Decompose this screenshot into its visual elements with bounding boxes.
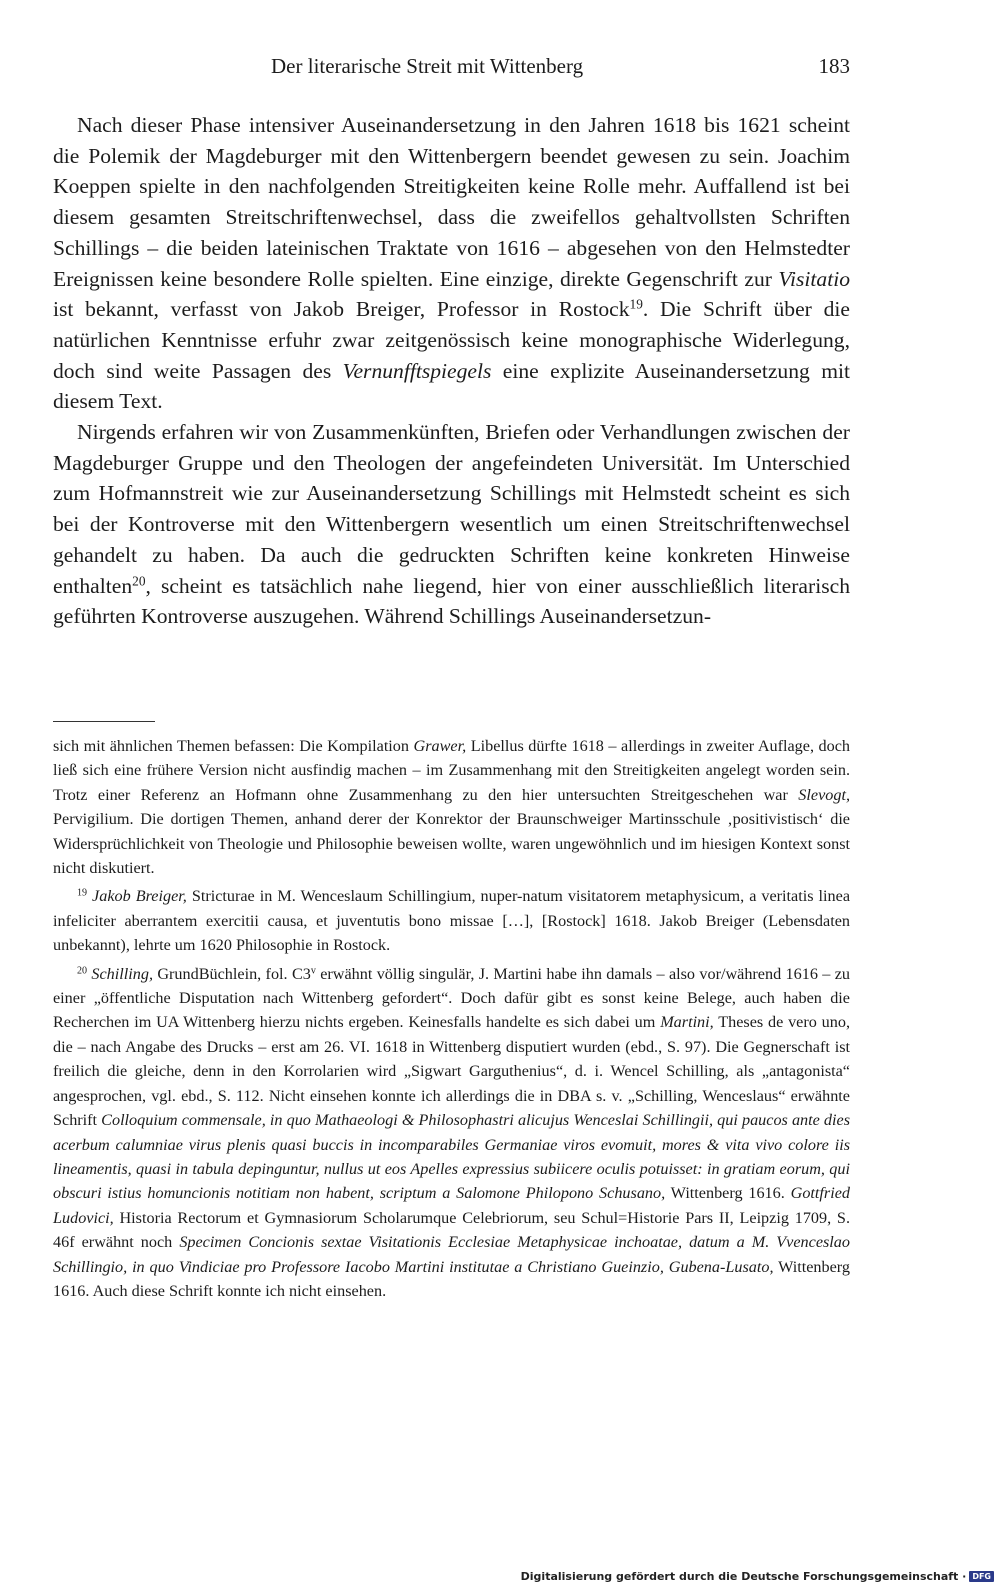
italic-text: Grawer, [413, 737, 467, 755]
digitization-credit [521, 1570, 994, 1583]
text-run: ist bekannt, verfasst von Jakob Breiger, Professor in Rostock [53, 297, 630, 322]
text-run: Theses de vero uno, die – nach Angabe des Drucks – erst am 26. VI. 1618 in Wittenberg disputiert wurden (ebd., S. 97). Die Gegnerschaft ist freilich die gleiche, denn in den Korrolarien wird „Sigwart Garguthenius“, d. i. Wencel Schilling, als „antagonista“ angesprochen, vgl. ebd., S. 112. Nicht einsehen konnte ich allerdings die in DBA s. v. „Schilling, Wenceslaus“ erwähnte Schrift [53, 1013, 850, 1130]
text-run: GrundBüchlein, fol. C3 [153, 964, 311, 983]
italic-text: Martini, [660, 1013, 714, 1032]
paragraph [53, 417, 850, 632]
footnote-20 [53, 962, 850, 1304]
footnote-separator [53, 721, 155, 722]
italic-text: Schilling, [91, 964, 153, 983]
footnotes [53, 734, 850, 1307]
text-run: Stricturae in M. Wenceslaum Schillingium, nuper-natum visitatorem metaphysicum, a veritatis linea infeliciter aberrantem exercitii causa, et juventutis bono missae […], [Rostock] 1618. Jakob Breiger (Lebensdaten unbekannt), lehrte um 1620 Philosophie in Rostock. [53, 887, 851, 955]
text-run: Pervigilium. Die dortigen Themen, anhand derer der Konrektor der Braunschweiger Martinsschule ‚positivistisch‘ die Widersprüchlichkeit von Theologie und Philosophie beweisen wollte, waren ungewöhnlich und im hiesigen Kontext sonst nicht diskutiert. [53, 810, 850, 878]
text-run: Nach dieser Phase intensiver Auseinandersetzung in den Jahren 1618 bis 1621 scheint die Polemik der Magdeburger mit den Wittenbergern beendet gewesen zu sein. Joachim Koeppen spielte in den nachfolgenden Streitigkeiten keine Rolle mehr. Auffallend ist bei diesem gesamten Streitschriftenwechsel, dass die zweifellos gehaltvollsten Schriften Schillings – die beiden lateinischen Traktate von 1616 – abgesehen von den Helmstedter Ereignissen keine besondere Rolle spielten. Eine einzige, direkte Gegenschrift zur [53, 113, 850, 291]
note-reference: 19 [77, 887, 88, 899]
text-run: erwähnt völlig singulär, J. Martini habe ihn damals – also vor/während 1616 – zu einer „öffentliche Disputation nach Wittenberg gefordert“. Doch dafür gibt es sonst keine Belege, auch haben die Recherchen im UA Wittenberg hierzu nichts ergeben. Keinesfalls handelte es sich dabei um [53, 964, 850, 1032]
page-header [53, 54, 850, 84]
text-run: , scheint es tatsächlich nahe liegend, hier von einer ausschließlich literarisch geführten Kontroverse auszugehen. Während Schillings Auseinandersetzun- [53, 573, 850, 629]
italic-text: Slevogt, [798, 785, 850, 804]
text-run: Libellus dürfte 1618 – allerdings in zweiter Auflage, doch ließ sich eine frühere Version nicht ausfindig machen – im Zusammenhang mit den Streitigkeiten angelegt worden sein. Trotz einer Referenz an Hofmann ohne Zusammenhang zu den hier untersuchten Streitgeschehen war [53, 737, 851, 804]
running-head: Der literarische Streit mit Wittenberg [271, 54, 584, 78]
italic-text: Jakob Breiger, [92, 887, 187, 906]
text-run: Historia Rectorum et Gymnasiorum Scholarumque Celebriorum, seu Schul=Historie Pars II, Leipzig 1709, S. 46f erwähnt noch [53, 1208, 850, 1252]
italic-text: Visitatio [778, 266, 850, 291]
text-run: eine explizite Auseinandersetzung mit diesem Text. [53, 358, 850, 414]
main-text [53, 110, 850, 632]
paragraph [53, 110, 850, 417]
note-reference: v [310, 965, 316, 977]
text-run: Wittenberg 1616. [665, 1184, 791, 1203]
note-reference: 20 [77, 965, 88, 977]
text-run: . Die Schrift über die natürlichen Kenntnisse erfuhr zwar zeitgenössisch keine monographische Widerlegung, doch sind weite Passagen des [53, 297, 850, 383]
footnote-continuation [53, 734, 850, 880]
credit-text: Digitalisierung gefördert durch die Deutsche Forschungsgemeinschaft · [520, 1570, 967, 1583]
italic-text: Specimen Concionis sextae Visitationis Ecclesiae Metaphysicae inchoatae, datum a M. Vvenceslao Schillingio, in quo Vindiciae pro Professore Iacobo Martini institutae a Christiano Gueinzio, Gubena-Lusato, [53, 1233, 850, 1276]
page-number: 183 [818, 54, 850, 78]
italic-text: Vernunfftspiegels [342, 358, 492, 383]
dfg-logo-icon: DFG [969, 1571, 994, 1582]
note-reference: 19 [629, 296, 643, 312]
italic-text: Gottfried Ludovici, [53, 1184, 850, 1227]
footnote-19 [53, 884, 850, 957]
text-run: Wittenberg 1616. Auch diese Schrift konnte ich nicht einsehen. [53, 1257, 850, 1300]
note-reference: 20 [132, 573, 146, 589]
text-run: Nirgends erfahren wir von Zusammenkünften, Briefen oder Verhandlungen zwischen der Magdeburger Gruppe und den Theologen der angefeindeten Universität. Im Unterschied zum Hofmannstreit wie zur Auseinandersetzung Schillings mit Helmstedt scheint es sich bei der Kontroverse mit den Wittenbergern wesentlich um einen Streitschriftenwechsel gehandelt zu haben. Da auch die gedruckten Schriften keine konkreten Hinweise enthalten [53, 420, 850, 598]
italic-text: Colloquium commensale, in quo Mathaeologi & Philosophastri alicujus Wenceslai Schillingii, qui paucos ante dies acerbum calumniae virus plenis quasi buccis in incomparabiles Germaniae viros evomuit, mores & vita vivo colore iis lineamentis, quasi in tabula depinguntur, nullus ut eos Apelles expressius subiicere oculis potuisset: in gratiam eorum, qui obscuri istius homuncionis notitiam non habent, scriptum a Salomone Philopono Schusano, [53, 1111, 850, 1203]
text-run: sich mit ähnlichen Themen befassen: Die Kompilation [53, 737, 414, 755]
